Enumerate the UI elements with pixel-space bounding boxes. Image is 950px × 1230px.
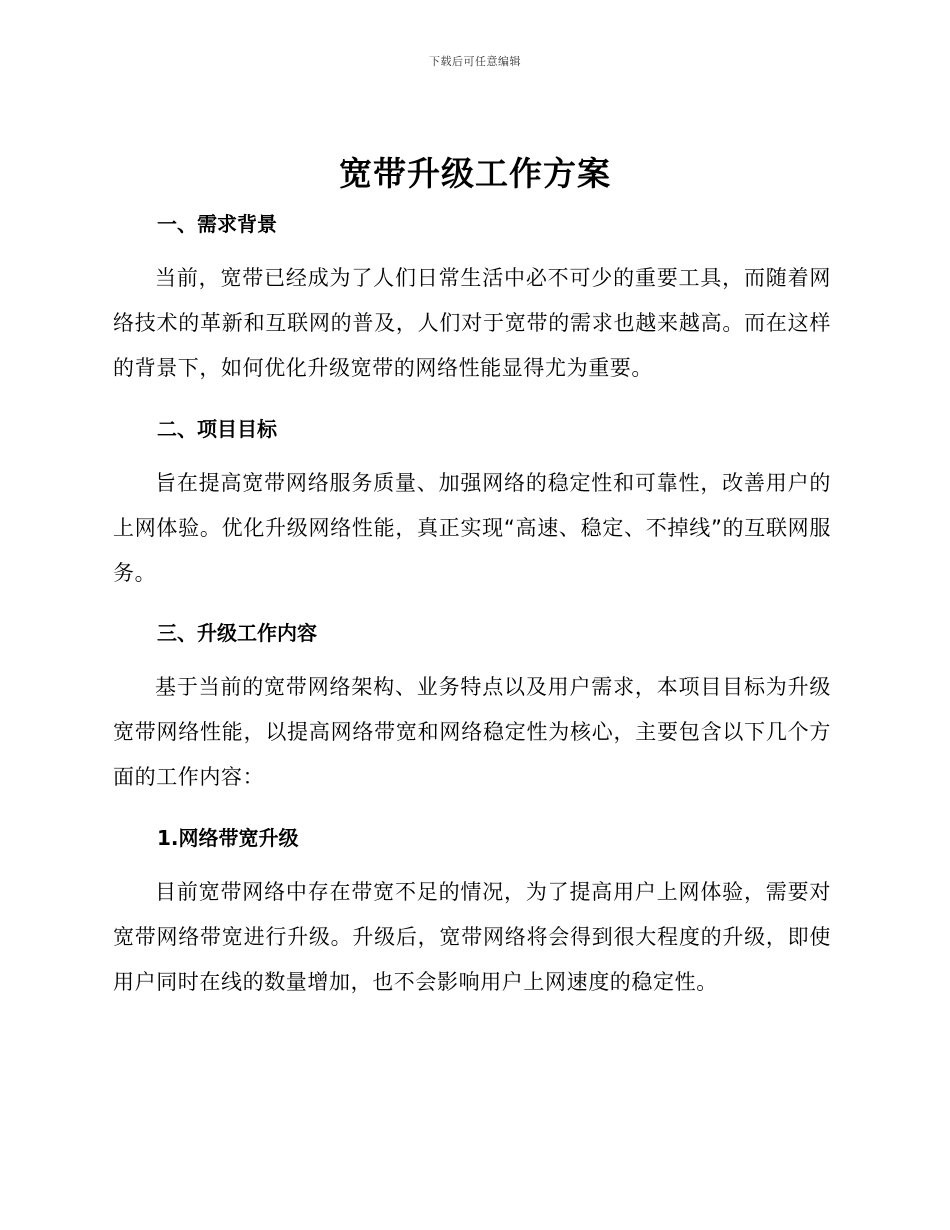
section-paragraph-background: 当前，宽带已经成为了人们日常生活中必不可少的重要工具，而随着网络技术的革新和互联网的普及，人们对于宽带的需求也越来越高。而在这样的背景下，如何优化升级宽带的网络性能显得尤为重要。 xyxy=(113,266,831,380)
section-paragraph-goals: 旨在提高宽带网络服务质量、加强网络的稳定性和可靠性，改善用户的上网体验。优化升级网络性能，真正实现“高速、稳定、不掉线”的互联网服务。 xyxy=(113,471,831,585)
section-heading-goals: 二、项目目标 xyxy=(157,417,277,441)
subsection-paragraph-bandwidth-upgrade: 目前宽带网络中存在带宽不足的情况，为了提高用户上网体验，需要对宽带网络带宽进行升级。升级后，宽带网络将会得到很大程度的升级，即使用户同时在线的数量增加，也不会影响用户上网速度的稳定性。 xyxy=(113,880,831,994)
document-title: 宽带升级工作方案 xyxy=(339,154,611,193)
section-heading-background: 一、需求背景 xyxy=(157,212,277,236)
header-note: 下载后可任意编辑 xyxy=(429,55,521,68)
subsection-heading-bandwidth-upgrade: 1.网络带宽升级 xyxy=(157,826,299,850)
section-heading-work-content: 三、升级工作内容 xyxy=(157,621,317,645)
section-paragraph-work-content: 基于当前的宽带网络架构、业务特点以及用户需求，本项目目标为升级宽带网络性能，以提高网络带宽和网络稳定性为核心，主要包含以下几个方面的工作内容： xyxy=(113,675,831,789)
